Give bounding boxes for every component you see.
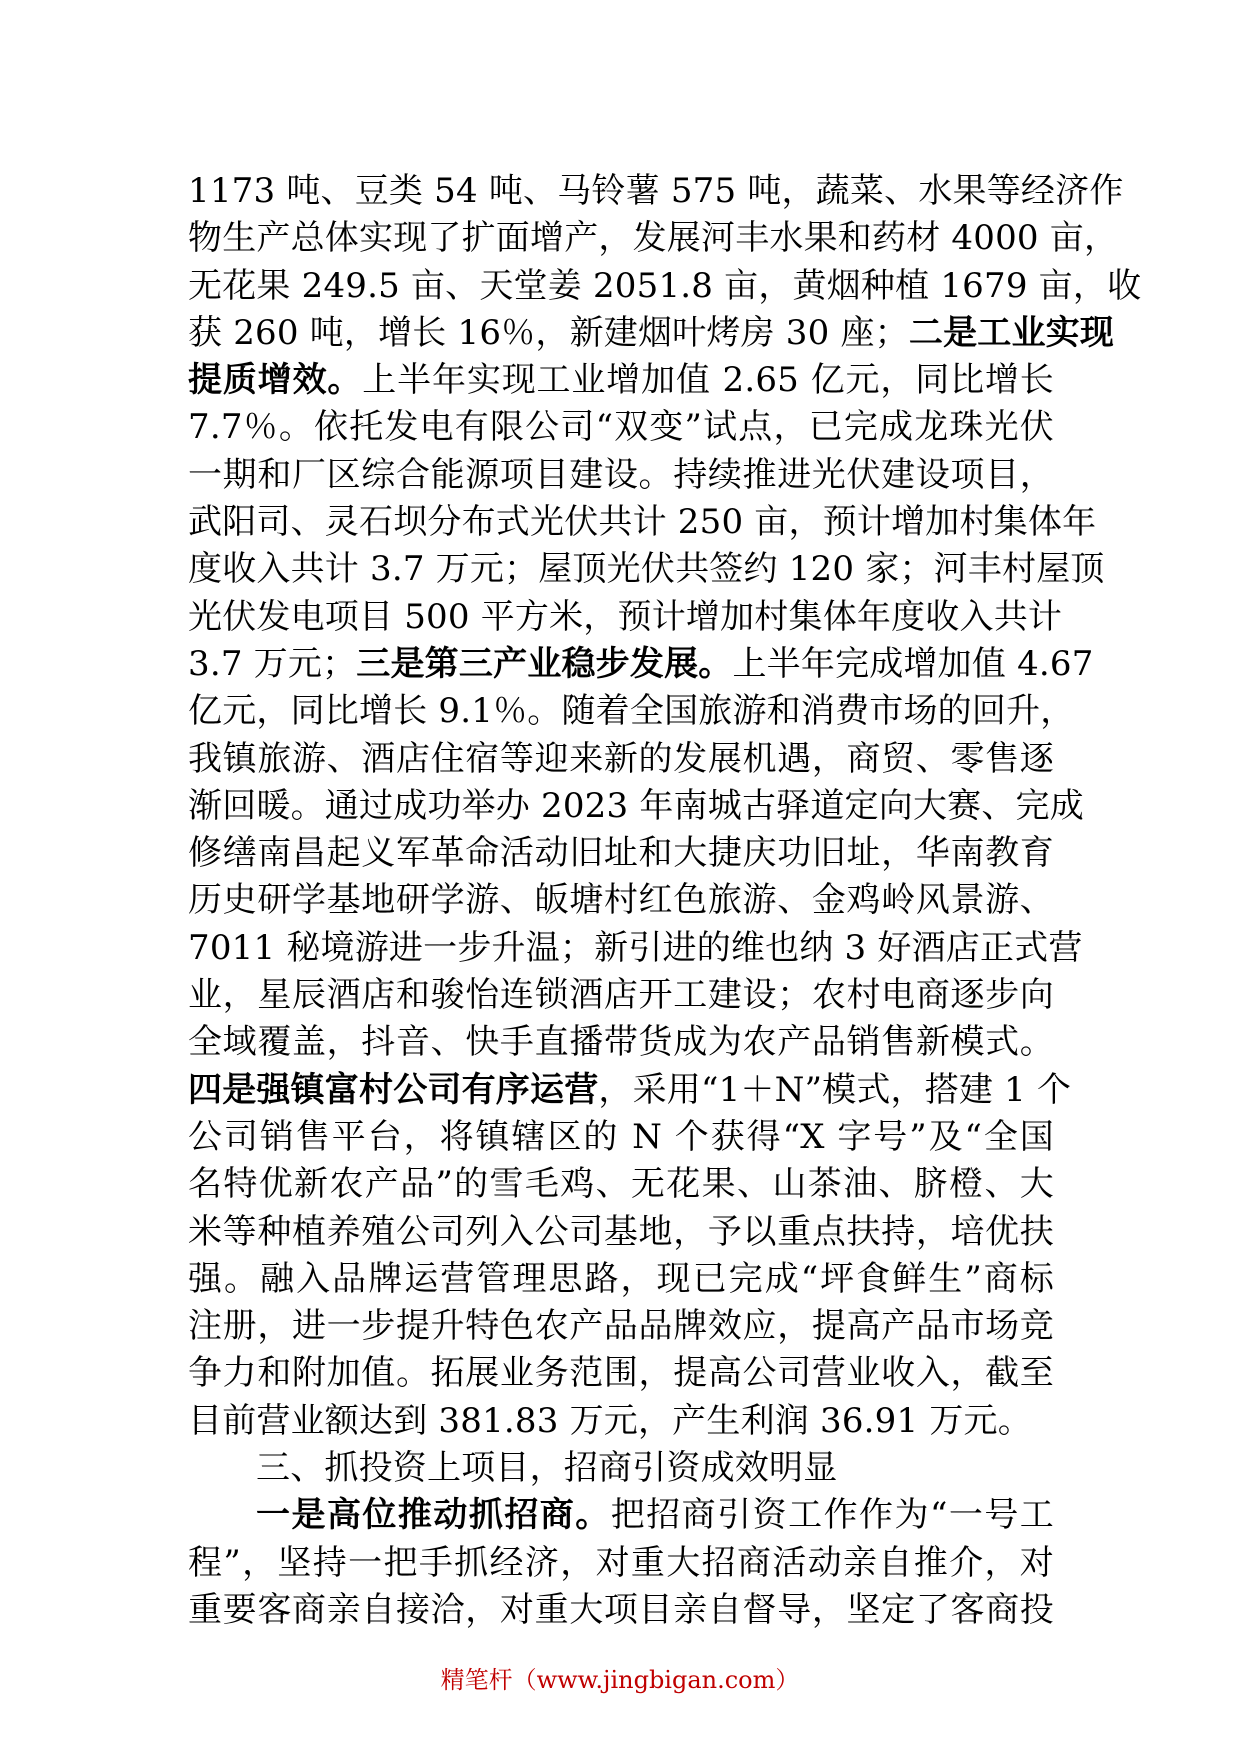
text-line <box>188 404 1054 451</box>
text-line <box>188 263 1142 310</box>
text-line <box>188 1540 1054 1587</box>
text-line <box>188 1492 1054 1539</box>
text-segment: 公司销售平台，将镇辖区的 N 个获得“X 字号”及“全国 <box>188 1116 1054 1157</box>
text-line <box>188 452 1054 499</box>
text-segment: 光伏发电项目 500 平方米，预计增加村集体年度收入共计 <box>188 596 1063 637</box>
text-segment: 7011 秘境游进一步升温；新引进的维也纳 3 好酒店正式营 <box>188 927 1083 968</box>
text-segment: 修缮南昌起义军革命活动旧址和大捷庆功旧址，华南教育 <box>188 833 1054 874</box>
text-segment: 7.7％。依托发电有限公司“双变”试点，已完成龙珠光伏 <box>188 407 1054 448</box>
text-line <box>188 972 1054 1019</box>
text-segment: 一期和厂区综合能源项目建设。持续推进光伏建设项目， <box>188 454 1054 495</box>
text-segment: 程”，坚持一把手抓经济，对重大招商活动亲自推介，对 <box>188 1542 1054 1583</box>
text-line <box>188 1161 1054 1208</box>
text-line <box>188 736 1054 783</box>
text-line <box>188 215 1119 262</box>
text-line <box>188 1114 1054 1161</box>
text-segment: 全域覆盖，抖音、快手直播带货成为农产品销售新模式。 <box>188 1022 1054 1063</box>
text-segment: 注册，进一步提升特色农产品品牌效应，提高产品市场竞 <box>188 1306 1054 1347</box>
text-segment: 武阳司、灵石坝分布式光伏共计 250 亩，预计增加村集体年 <box>188 502 1097 543</box>
text-segment: 名特优新农产品”的雪毛鸡、无花果、山茶油、脐橙、大 <box>188 1164 1054 1205</box>
text-segment: 上半年完成增加值 4.67 <box>732 643 1094 684</box>
text-line <box>188 783 1084 830</box>
text-line <box>188 594 1063 641</box>
text-line <box>188 1019 1054 1066</box>
bold-text-segment: 提质增效。 <box>188 360 363 401</box>
bold-text-segment: 二是工业实现 <box>908 312 1115 353</box>
text-segment: 争力和附加值。拓展业务范围，提高公司营业收入，截至 <box>188 1353 1054 1394</box>
text-line <box>188 925 1083 972</box>
text-line <box>188 1398 1054 1445</box>
text-line <box>188 168 1124 215</box>
text-line <box>188 1350 1054 1397</box>
text-line <box>188 688 1075 735</box>
text-segment: 物生产总体实现了扩面增产，发展河丰水果和药材 4000 亩， <box>188 218 1119 259</box>
text-segment: 1173 吨、豆类 54 吨、马铃薯 575 吨，蔬菜、水果等经济作 <box>188 171 1124 211</box>
text-line <box>188 877 1054 924</box>
text-line <box>188 357 1054 404</box>
text-segment: 目前营业额达到 381.83 万元，产生利润 36.91 万元。 <box>188 1400 1032 1441</box>
document-body <box>188 168 1142 1634</box>
text-segment: 度收入共计 3.7 万元；屋顶光伏共签约 120 家；河丰村屋顶 <box>188 549 1105 590</box>
text-line <box>188 1209 1054 1256</box>
text-line <box>188 641 1094 688</box>
text-line <box>188 830 1054 877</box>
text-segment: 我镇旅游、酒店住宿等迎来新的发展机遇，商贸、零售逐 <box>188 738 1054 779</box>
text-segment: 获 260 吨，增长 16％，新建烟叶烤房 30 座； <box>188 312 909 353</box>
text-line <box>188 1067 1072 1114</box>
text-segment: 强。融入品牌运营管理思路，现已完成“坪食鲜生”商标 <box>188 1258 1054 1299</box>
text-line <box>188 546 1105 593</box>
text-segment: 把招商引资工作作为“一号工 <box>610 1495 1054 1536</box>
text-segment: 历史研学基地研学游、皈塘村红色旅游、金鸡岭风景游、 <box>188 880 1054 921</box>
text-segment: 三、抓投资上项目，招商引资成效明显 <box>256 1448 838 1489</box>
text-line <box>188 1256 1054 1303</box>
bold-text-segment: 一是高位推动抓招商。 <box>256 1495 611 1536</box>
text-line <box>188 1303 1054 1350</box>
text-line <box>188 499 1097 546</box>
text-segment: 业，星辰酒店和骏怡连锁酒店开工建设；农村电商逐步向 <box>188 975 1054 1016</box>
text-line <box>188 1587 1054 1634</box>
text-segment: 重要客商亲自接洽，对重大项目亲自督导，坚定了客商投 <box>188 1589 1054 1630</box>
bold-text-segment: 三是第三产业稳步发展。 <box>356 643 733 684</box>
text-segment: 渐回暖。通过成功举办 2023 年南城古驿道定向大赛、完成 <box>188 785 1084 826</box>
text-line <box>188 310 1115 357</box>
text-segment: 3.7 万元； <box>188 643 357 684</box>
text-segment: 上半年实现工业增加值 2.65 亿元，同比增长 <box>362 360 1054 401</box>
text-line <box>188 1445 1054 1492</box>
footer-watermark: 精笔杆（www.jingbigan.com） <box>440 1666 800 1694</box>
bold-text-segment: 四是强镇富村公司有序运营 <box>188 1069 599 1110</box>
text-segment: 无花果 249.5 亩、天堂姜 2051.8 亩，黄烟种植 1679 亩，收 <box>188 265 1142 306</box>
text-segment: ，采用“1＋N”模式，搭建 1 个 <box>598 1069 1072 1110</box>
text-segment: 亿元，同比增长 9.1％。随着全国旅游和消费市场的回升， <box>188 691 1075 732</box>
text-segment: 米等种植养殖公司列入公司基地，予以重点扶持，培优扶 <box>188 1211 1054 1252</box>
